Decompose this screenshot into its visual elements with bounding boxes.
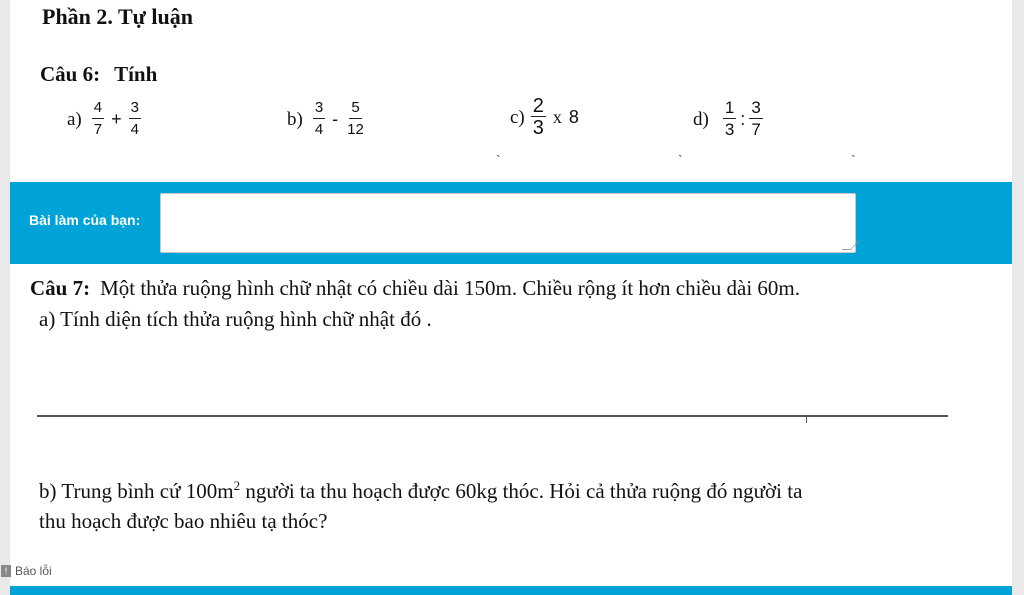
denominator: 7 — [93, 121, 103, 138]
denominator: 12 — [347, 121, 364, 138]
question-6-heading: Tính — [114, 62, 158, 86]
stray-mark: ` — [496, 152, 501, 168]
question-7-body: Một thửa ruộng hình chữ nhật có chiều dài 150m. Chiều rộng ít hơn chiều dài 60m. — [100, 276, 801, 300]
divider-tick — [806, 417, 807, 423]
answer-label: Bài làm của bạn: — [29, 212, 141, 228]
numerator: 4 — [92, 98, 104, 119]
exercise-a — [67, 98, 141, 141]
exercise-c — [510, 96, 579, 139]
answer-panel — [10, 182, 1012, 264]
report-icon: ! — [1, 565, 11, 577]
numerator: 2 — [532, 95, 544, 117]
numerator: 3 — [751, 98, 761, 117]
report-label: Báo lỗi — [15, 564, 52, 578]
operator: x — [552, 107, 562, 127]
question-6-title — [40, 62, 157, 87]
page — [4, 0, 1012, 595]
section-title: Phần 2. Tự luận — [42, 4, 193, 29]
report-error-link[interactable] — [1, 564, 52, 578]
question-6-label: Câu 6: — [40, 62, 101, 86]
exercise-letter: c) — [510, 106, 525, 128]
question-7-part-a: a) Tính diện tích thửa ruộng hình chữ nhật đó . — [39, 307, 432, 331]
exercise-b — [287, 98, 366, 141]
stray-mark: ` — [851, 152, 856, 168]
operator: - — [332, 109, 339, 129]
exercise-d — [693, 98, 763, 141]
fraction — [531, 96, 546, 139]
answer-textarea[interactable] — [160, 193, 856, 253]
superscript: 2 — [233, 478, 241, 493]
stray-mark: ` — [678, 152, 683, 168]
divider-line — [37, 415, 948, 417]
denominator: 4 — [130, 121, 139, 138]
numerator: 3 — [313, 98, 325, 119]
question-7-label: Câu 7: — [30, 276, 91, 300]
part-b-text-start: b) Trung bình cứ 100m — [39, 479, 234, 503]
denominator: 4 — [314, 121, 324, 138]
numerator: 1 — [724, 98, 735, 117]
denominator: 7 — [751, 120, 761, 139]
fraction — [749, 98, 762, 141]
question-7-part-b — [39, 479, 802, 504]
fraction — [313, 98, 325, 141]
question-7-text — [30, 276, 800, 301]
fraction — [345, 98, 366, 141]
exercise-letter: b) — [287, 108, 303, 130]
part-b-text-end: người ta thu hoạch được 60kg thóc. Hỏi cả thửa ruộng đó người ta — [240, 479, 803, 503]
exercise-letter: d) — [693, 108, 709, 130]
numerator: 3 — [129, 98, 141, 119]
operator: : — [740, 109, 746, 129]
numerator: 5 — [349, 98, 361, 119]
bottom-bar — [10, 586, 1012, 595]
operator: + — [111, 109, 122, 129]
exercise-letter: a) — [67, 108, 82, 130]
fraction — [129, 98, 141, 141]
fraction — [723, 98, 736, 141]
multiplier: 8 — [568, 107, 579, 127]
question-7-part-b-line2: thu hoạch được bao nhiêu tạ thóc? — [39, 509, 328, 533]
denominator: 3 — [724, 120, 735, 139]
fraction — [92, 98, 104, 141]
denominator: 3 — [532, 117, 544, 139]
